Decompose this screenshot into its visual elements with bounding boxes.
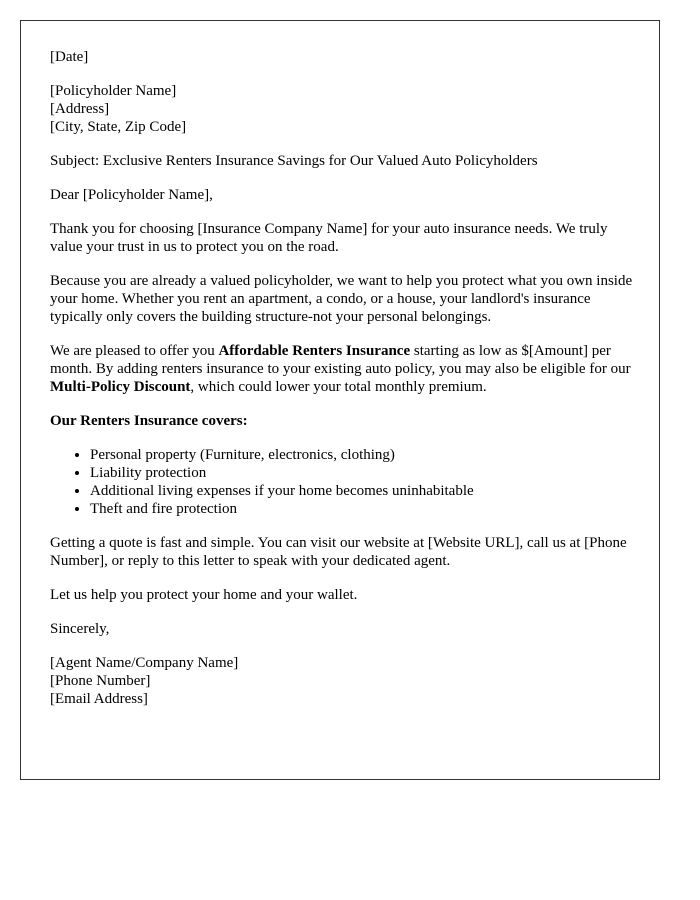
letter-date: [Date] [50,49,89,65]
list-item: • Additional living expenses if your home becomes uninhabitable [90,482,640,500]
offer-text-3: , which could lower your total monthly premium. [190,379,487,395]
recipient-city-state-zip: [City, State, Zip Code] [50,119,187,135]
paragraph-intro: Thank you for choosing [Insurance Company Name] for your auto insurance needs. We truly value your trust in us to protect you on the road. [50,221,608,255]
letter-salutation: Dear [Policyholder Name], [50,187,213,203]
paragraph-coverage-need: Because you are already a valued policyholder, we want to help you protect what you own inside your home. Whether you rent an apartment, a condo, or a house, your landlord's insurance typically only covers the building structure-not your personal belongings. [50,273,633,325]
letter-page [20,20,660,780]
signature-agent: [Agent Name/Company Name] [50,655,239,671]
covers-list [50,446,640,518]
covers-heading: Our Renters Insurance covers: [50,413,248,429]
letter-closing: Sincerely, [50,621,110,637]
letter-content [50,48,640,724]
offer-text-1: We are pleased to offer you [50,343,219,359]
signature-phone: [Phone Number] [50,673,151,689]
paragraph-closing-line: Let us help you protect your home and your wallet. [50,587,358,603]
paragraph-quote: Getting a quote is fast and simple. You can visit our website at [Website URL], call us at [Phone Number], or reply to this letter to speak with your dedicated agent. [50,535,627,569]
recipient-address: [Address] [50,101,110,117]
letter-subject: Subject: Exclusive Renters Insurance Savings for Our Valued Auto Policyholders [50,153,538,169]
offer-discount-name: Multi-Policy Discount [50,379,191,395]
list-item: • Theft and fire protection [90,500,640,518]
signature-email: [Email Address] [50,691,148,707]
list-item: • Liability protection [90,464,640,482]
offer-product-name: Affordable Renters Insurance [218,343,411,359]
recipient-block [50,82,640,136]
list-item: • Personal property (Furniture, electronics, clothing) [90,446,640,464]
paragraph-offer [50,342,640,396]
signature-block [50,654,640,708]
recipient-name: [Policyholder Name] [50,83,177,99]
offer-text-2: starting as low as $[Amount] per month. By adding renters insurance to your existing auto policy, you may also be eligible for our [50,343,631,377]
